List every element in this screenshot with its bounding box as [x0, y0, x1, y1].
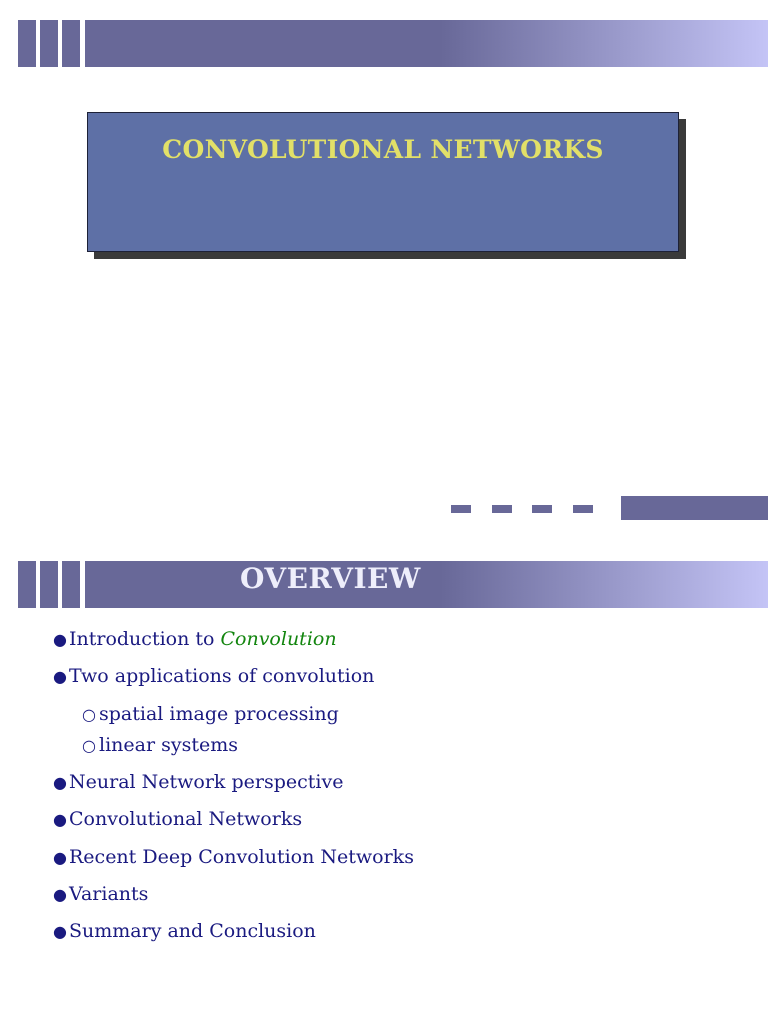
- bullet-icon: ●: [53, 885, 67, 904]
- list-item: ● Introduction to Convolution: [53, 628, 337, 650]
- bullet-icon: ●: [53, 810, 67, 829]
- sub-bullet-icon: ○: [82, 736, 96, 755]
- list-item: ● Two applications of convolution: [53, 665, 375, 687]
- list-item: ● Recent Deep Convolution Networks: [53, 846, 414, 868]
- bullet-icon: ●: [53, 848, 67, 867]
- bullet-icon: ●: [53, 630, 67, 649]
- slide-title: CONVOLUTIONAL NETWORKS: [162, 135, 604, 164]
- list-item: ● Neural Network perspective: [53, 771, 344, 793]
- bullet-icon: ●: [53, 667, 67, 686]
- sub-list-item: ○ spatial image processing: [82, 703, 339, 725]
- overview-title: OVERVIEW: [240, 562, 421, 595]
- emphasis-text: Convolution: [220, 628, 337, 650]
- list-item: ● Variants: [53, 883, 149, 905]
- sub-bullet-icon: ○: [82, 705, 96, 724]
- bullet-icon: ●: [53, 922, 67, 941]
- sub-list-item: ○ linear systems: [82, 734, 238, 756]
- bullet-icon: ●: [53, 773, 67, 792]
- list-item: ● Convolutional Networks: [53, 808, 303, 830]
- list-item: ● Summary and Conclusion: [53, 920, 316, 942]
